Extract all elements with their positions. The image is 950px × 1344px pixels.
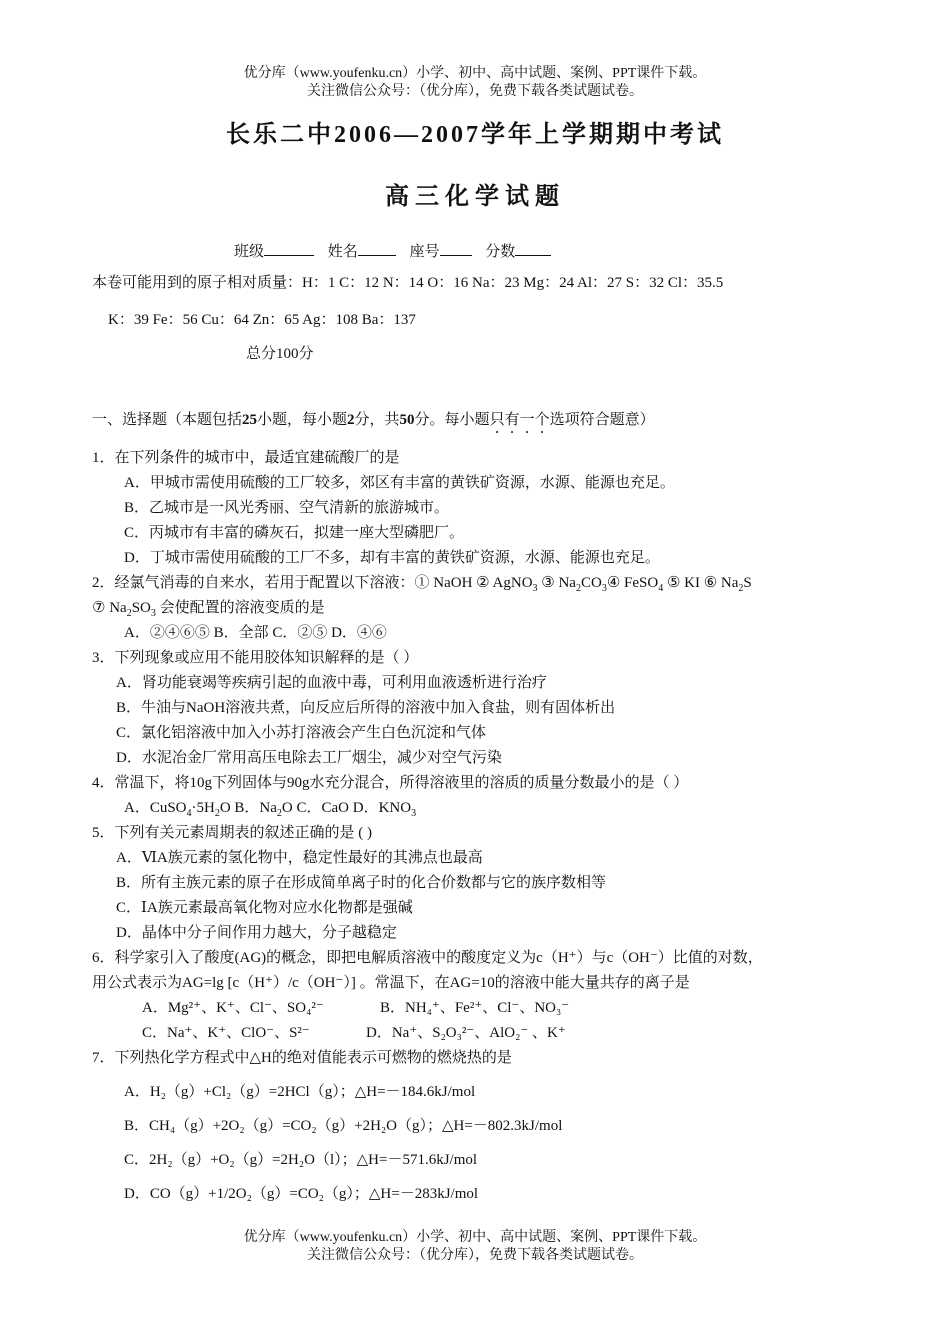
- q1-option-a[interactable]: A．甲城市需使用硫酸的工厂较多，郊区有丰富的黄铁矿资源，水源、能源也充足。: [124, 475, 675, 491]
- q3-option-b[interactable]: B．牛油与NaOH溶液共煮，向反应后所得的溶液中加入食盐，则有固体析出: [116, 700, 616, 716]
- q4-a2: ·5H: [191, 800, 215, 816]
- q7-option-b[interactable]: B．CH₄（g）+2O₂（g）=CO₂（g）+2H₂O（g）；△H=－802.3kJ/mol: [124, 1118, 563, 1134]
- name-blank[interactable]: [358, 239, 396, 256]
- q2-stem-b: ③ Na: [537, 575, 576, 591]
- q2-line2-c: 会使配置的溶液变质的是: [155, 600, 325, 616]
- atomic-masses-line-2: K：39 Fe：56 Cu：64 Zn：65 Ag：108 Ba：137: [108, 312, 416, 328]
- class-blank[interactable]: [264, 239, 314, 256]
- question-count: 25: [242, 412, 258, 428]
- sub-2: 2: [738, 583, 744, 594]
- q7-option-d[interactable]: D．CO（g）+1/2O₂（g）=CO₂（g）；△H=－283kJ/mol: [124, 1186, 479, 1202]
- sub-3: 3: [150, 608, 156, 619]
- seat-blank[interactable]: [440, 239, 472, 256]
- q6-stem-line-2: 用公式表示为AG=lg [c（H⁺）/c（OH⁻）] 。常温下，在AG=10的溶液中能大量共存的离子是: [92, 975, 690, 991]
- seat-label: 座号: [409, 244, 440, 260]
- q6-option-d[interactable]: D．Na⁺、S₂O₃²⁻、AlO₂⁻ 、K⁺: [366, 1025, 566, 1041]
- q5-option-d[interactable]: D．晶体中分子间作用力越大，分子越稳定: [116, 925, 397, 941]
- section-intro-d: 分。每小题: [414, 412, 490, 428]
- total-score: 总分100分: [246, 346, 314, 362]
- section-intro-b: 小题，每小题: [257, 412, 348, 428]
- student-info-fields: [234, 239, 561, 262]
- class-label: 班级: [234, 244, 265, 260]
- score-label: 分数: [485, 244, 516, 260]
- name-label: 姓名: [327, 244, 358, 260]
- q4-a4: O C．CaO D．KNO: [281, 800, 412, 816]
- sub-4: 4: [658, 583, 664, 594]
- q1-stem: 1．在下列条件的城市中，最适宜建硫酸厂的是: [92, 450, 400, 466]
- header-line-1: 优分库（www.youfenku.cn）小学、初中、高中试题、案例、PPT课件下载。: [243, 66, 707, 81]
- q3-option-d[interactable]: D．水泥冶金厂常用高压电除去工厂烟尘，减少对空气污染: [116, 750, 502, 766]
- sub-3: 3: [411, 808, 417, 819]
- q2-line2-a: ⑦ Na: [92, 600, 127, 616]
- q3-stem: 3．下列现象或应用不能用胶体知识解释的是（ ）: [92, 650, 419, 666]
- q5-option-b[interactable]: B．所有主族元素的原子在形成简单离子时的化合价数都与它的族序数相等: [116, 875, 607, 891]
- section-1-heading: [92, 410, 655, 437]
- q4-options[interactable]: [124, 798, 416, 818]
- exam-subtitle: 高三化学试题: [385, 184, 565, 210]
- q6-option-b[interactable]: B．NH₄⁺、Fe²⁺、Cl⁻、NO₃⁻: [380, 1000, 570, 1016]
- sub-2: 2: [575, 583, 581, 594]
- q2-stem-a: 2．经氯气消毒的自来水，若用于配置以下溶液：① NaOH ② AgNO: [92, 575, 533, 591]
- sub-3: 3: [601, 583, 607, 594]
- q2-stem-f: S: [743, 575, 752, 591]
- q6-stem-line-1: 6．科学家引入了酸度(AG)的概念，即把电解质溶液中的酸度定义为c（H⁺）与c（OH⁻）比值的对数，: [92, 950, 763, 966]
- section-intro-e: 选项符合题意）: [549, 412, 655, 428]
- section-intro-a: 一、选择题（本题包括: [92, 412, 243, 428]
- q6-option-a[interactable]: A．Mg²⁺、K⁺、Cl⁻、SO₄²⁻: [142, 1000, 324, 1016]
- q5-option-a[interactable]: A．ⅥA族元素的氢化物中，稳定性最好的其沸点也最高: [116, 850, 483, 866]
- exam-title: 长乐二中2006—2007学年上学期期中考试: [226, 122, 724, 148]
- q1-option-d[interactable]: D．丁城市需使用硫酸的工厂不多，却有丰富的黄铁矿资源，水源、能源也充足。: [124, 550, 660, 566]
- q4-stem: 4．常温下，将10g下列固体与90g水充分混合，所得溶液里的溶质的质量分数最小的是（ ）: [92, 775, 689, 791]
- atomic-masses-line-1: 本卷可能用到的原子相对质量：H：1 C：12 N：14 O：16 Na：23 Mg：24 Al：27 S：32 Cl：35.5: [92, 275, 724, 291]
- q6-option-c[interactable]: C．Na⁺、K⁺、ClO⁻、S²⁻: [142, 1025, 310, 1041]
- points-per-question: 2: [347, 412, 355, 428]
- q7-stem: 7．下列热化学方程式中△H的绝对值能表示可燃物的燃烧热的是: [92, 1050, 512, 1066]
- q7-option-a[interactable]: A．H₂（g）+Cl₂（g）=2HCl（g）；△H=－184.6kJ/mol: [124, 1084, 476, 1100]
- q5-option-c[interactable]: C．ⅠA族元素最高氧化物对应水化物都是强碱: [116, 900, 413, 916]
- section-total-points: 50: [399, 412, 415, 428]
- section-intro-c: 分，共: [354, 412, 400, 428]
- q4-a1: A．CuSO: [124, 800, 187, 816]
- q3-option-c[interactable]: C．氯化铝溶液中加入小苏打溶液会产生白色沉淀和气体: [116, 725, 487, 741]
- q4-a3: O B．Na: [219, 800, 277, 816]
- footer-line-1: 优分库（www.youfenku.cn）小学、初中、高中试题、案例、PPT课件下载。: [243, 1230, 707, 1245]
- q2-stem-e: ⑤ KI ⑥ Na: [663, 575, 739, 591]
- sub-2: 2: [276, 808, 282, 819]
- sub-2: 2: [126, 608, 132, 619]
- q1-option-c[interactable]: C．丙城市有丰富的磷灰石，拟建一座大型磷肥厂。: [124, 525, 465, 541]
- q2-line2-b: SO: [131, 600, 151, 616]
- q2-options[interactable]: A．②④⑥⑤ B．全部 C．②⑤ D．④⑥: [124, 625, 387, 641]
- q7-option-c[interactable]: C．2H₂（g）+O₂（g）=2H₂O（l）；△H=－571.6kJ/mol: [124, 1152, 478, 1168]
- sub-3: 3: [532, 583, 538, 594]
- sub-4: 4: [186, 808, 192, 819]
- q2-stem-d: ④ FeSO: [606, 575, 659, 591]
- q2-stem-c: CO: [580, 575, 602, 591]
- score-blank[interactable]: [515, 239, 551, 256]
- sub-2: 2: [214, 808, 220, 819]
- emphasis-only-one: 只有一个: [489, 412, 550, 428]
- q5-stem: 5．下列有关元素周期表的叙述正确的是 ( ): [92, 825, 372, 841]
- header-line-2: 关注微信公众号：（优分库），免费下载各类试题试卷。: [307, 84, 643, 99]
- q2-stem-line-2: [92, 598, 325, 618]
- footer-line-2: 关注微信公众号：（优分库），免费下载各类试题试卷。: [307, 1248, 643, 1263]
- q1-option-b[interactable]: B．乙城市是一风光秀丽、空气清新的旅游城市。: [124, 500, 450, 516]
- q3-option-a[interactable]: A．肾功能衰竭等疾病引起的血液中毒，可利用血液透析进行治疗: [116, 675, 547, 691]
- q2-stem-line-1: [92, 573, 752, 593]
